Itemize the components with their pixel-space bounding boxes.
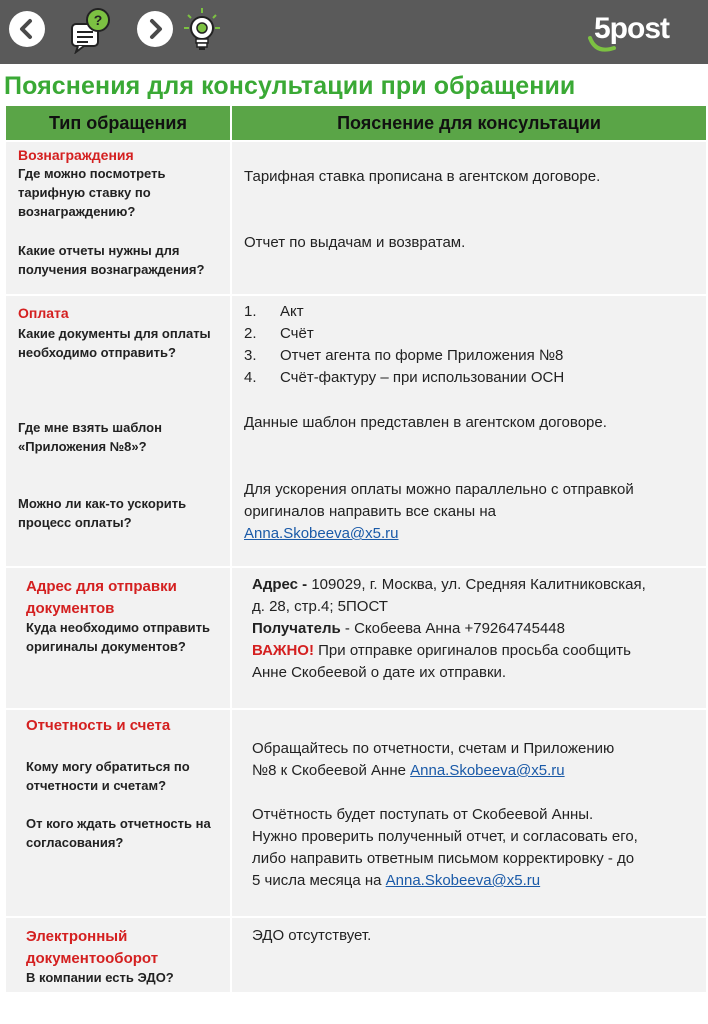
column-header-type: Тип обращения <box>6 106 230 140</box>
answer-reporting-source: Отчётность будет поступать от Скобеевой Анны. Нужно проверить полученный отчет, и согласовать его, либо направить ответным письмом корректировку - до 5 числа месяца на Anna.Skobeeva@x5.ru <box>252 806 638 889</box>
email-link[interactable]: Anna.Skobeeva@x5.ru <box>410 762 565 779</box>
5post-logo <box>586 8 686 56</box>
list-item: 2. Счёт <box>244 325 314 342</box>
question-address: Куда необходимо отправить оригиналы документов? <box>26 620 210 654</box>
row-label-reporting: Отчетность и счета <box>26 717 171 734</box>
forward-button[interactable] <box>137 11 173 47</box>
question-speedup: Можно ли как-то ускорить процесс оплаты? <box>18 496 187 530</box>
list-item: 3. Отчет агента по форме Приложения №8 <box>244 347 564 364</box>
documents-list <box>244 301 704 389</box>
email-link[interactable]: Anna.Skobeeva@x5.ru <box>244 525 399 542</box>
answer-tariff: Тарифная ставка прописана в агентском договоре. <box>244 168 601 185</box>
row-label-edo: Электронный документооборот <box>26 928 159 967</box>
row4-type-cell <box>6 710 230 916</box>
column-header-explanation: Пояснение для консультации <box>232 106 706 140</box>
answer-speedup: Для ускорения оплаты можно параллельно с отправкой оригиналов направить все сканы на Anna.Skobeeva@x5.ru <box>244 481 634 542</box>
question-bubble-icon[interactable] <box>68 6 112 54</box>
answer-reports: Отчет по выдачам и возвратам. <box>244 234 466 251</box>
answer-contact: Обращайтесь по отчетности, счетам и Приложению №8 к Скобеевой Анне Anna.Skobeeva@x5.ru <box>252 740 615 779</box>
question-reports: Какие отчеты нужны для получения вознаграждения? <box>18 243 205 277</box>
row-label-address: Адрес для отправки документов <box>26 578 177 617</box>
question-contact: Кому могу обратиться по отчетности и счетам? <box>26 759 190 793</box>
question-reporting-source: От кого ждать отчетность на согласования? <box>26 816 211 850</box>
page-title: Пояснения для консультации при обращении <box>4 72 576 100</box>
row-label-rewards: Вознаграждения <box>18 147 134 163</box>
question-tariff: Где можно посмотреть тарифную ставку по вознаграждению? <box>18 166 166 219</box>
chevron-right-icon <box>137 11 173 47</box>
row1-answer-cell <box>232 142 706 294</box>
question-edo: В компании есть ЭДО? <box>26 970 174 985</box>
row-label-payment: Оплата <box>18 305 69 321</box>
back-button[interactable] <box>9 11 45 47</box>
answer-edo: ЭДО отсутствует. <box>252 927 372 944</box>
list-item: 4. Счёт-фактуру – при использовании ОСН <box>244 369 565 386</box>
lightbulb-gear-icon[interactable] <box>182 6 226 54</box>
answer-template: Данные шаблон представлен в агентском договоре. <box>244 414 607 431</box>
question-template: Где мне взять шаблон «Приложения №8»? <box>18 420 162 454</box>
top-bar <box>0 0 708 64</box>
email-link[interactable]: Anna.Skobeeva@x5.ru <box>385 872 541 889</box>
chevron-left-icon <box>9 11 45 47</box>
question-documents: Какие документы для оплаты необходимо отправить? <box>18 326 211 360</box>
list-item: 1. Акт <box>244 303 304 320</box>
logo-text: 5post <box>594 12 670 45</box>
answer-address: Адрес - 109029, г. Москва, ул. Средняя Калитниковская, д. 28, стр.4; 5ПОСТ Получатель - Скобеева Анна +79264745448 ВАЖНО! При отправке оригиналов просьба сообщить Анне Скобеевой о дате их отправки. <box>252 576 646 681</box>
svg-text:?: ? <box>93 12 103 28</box>
